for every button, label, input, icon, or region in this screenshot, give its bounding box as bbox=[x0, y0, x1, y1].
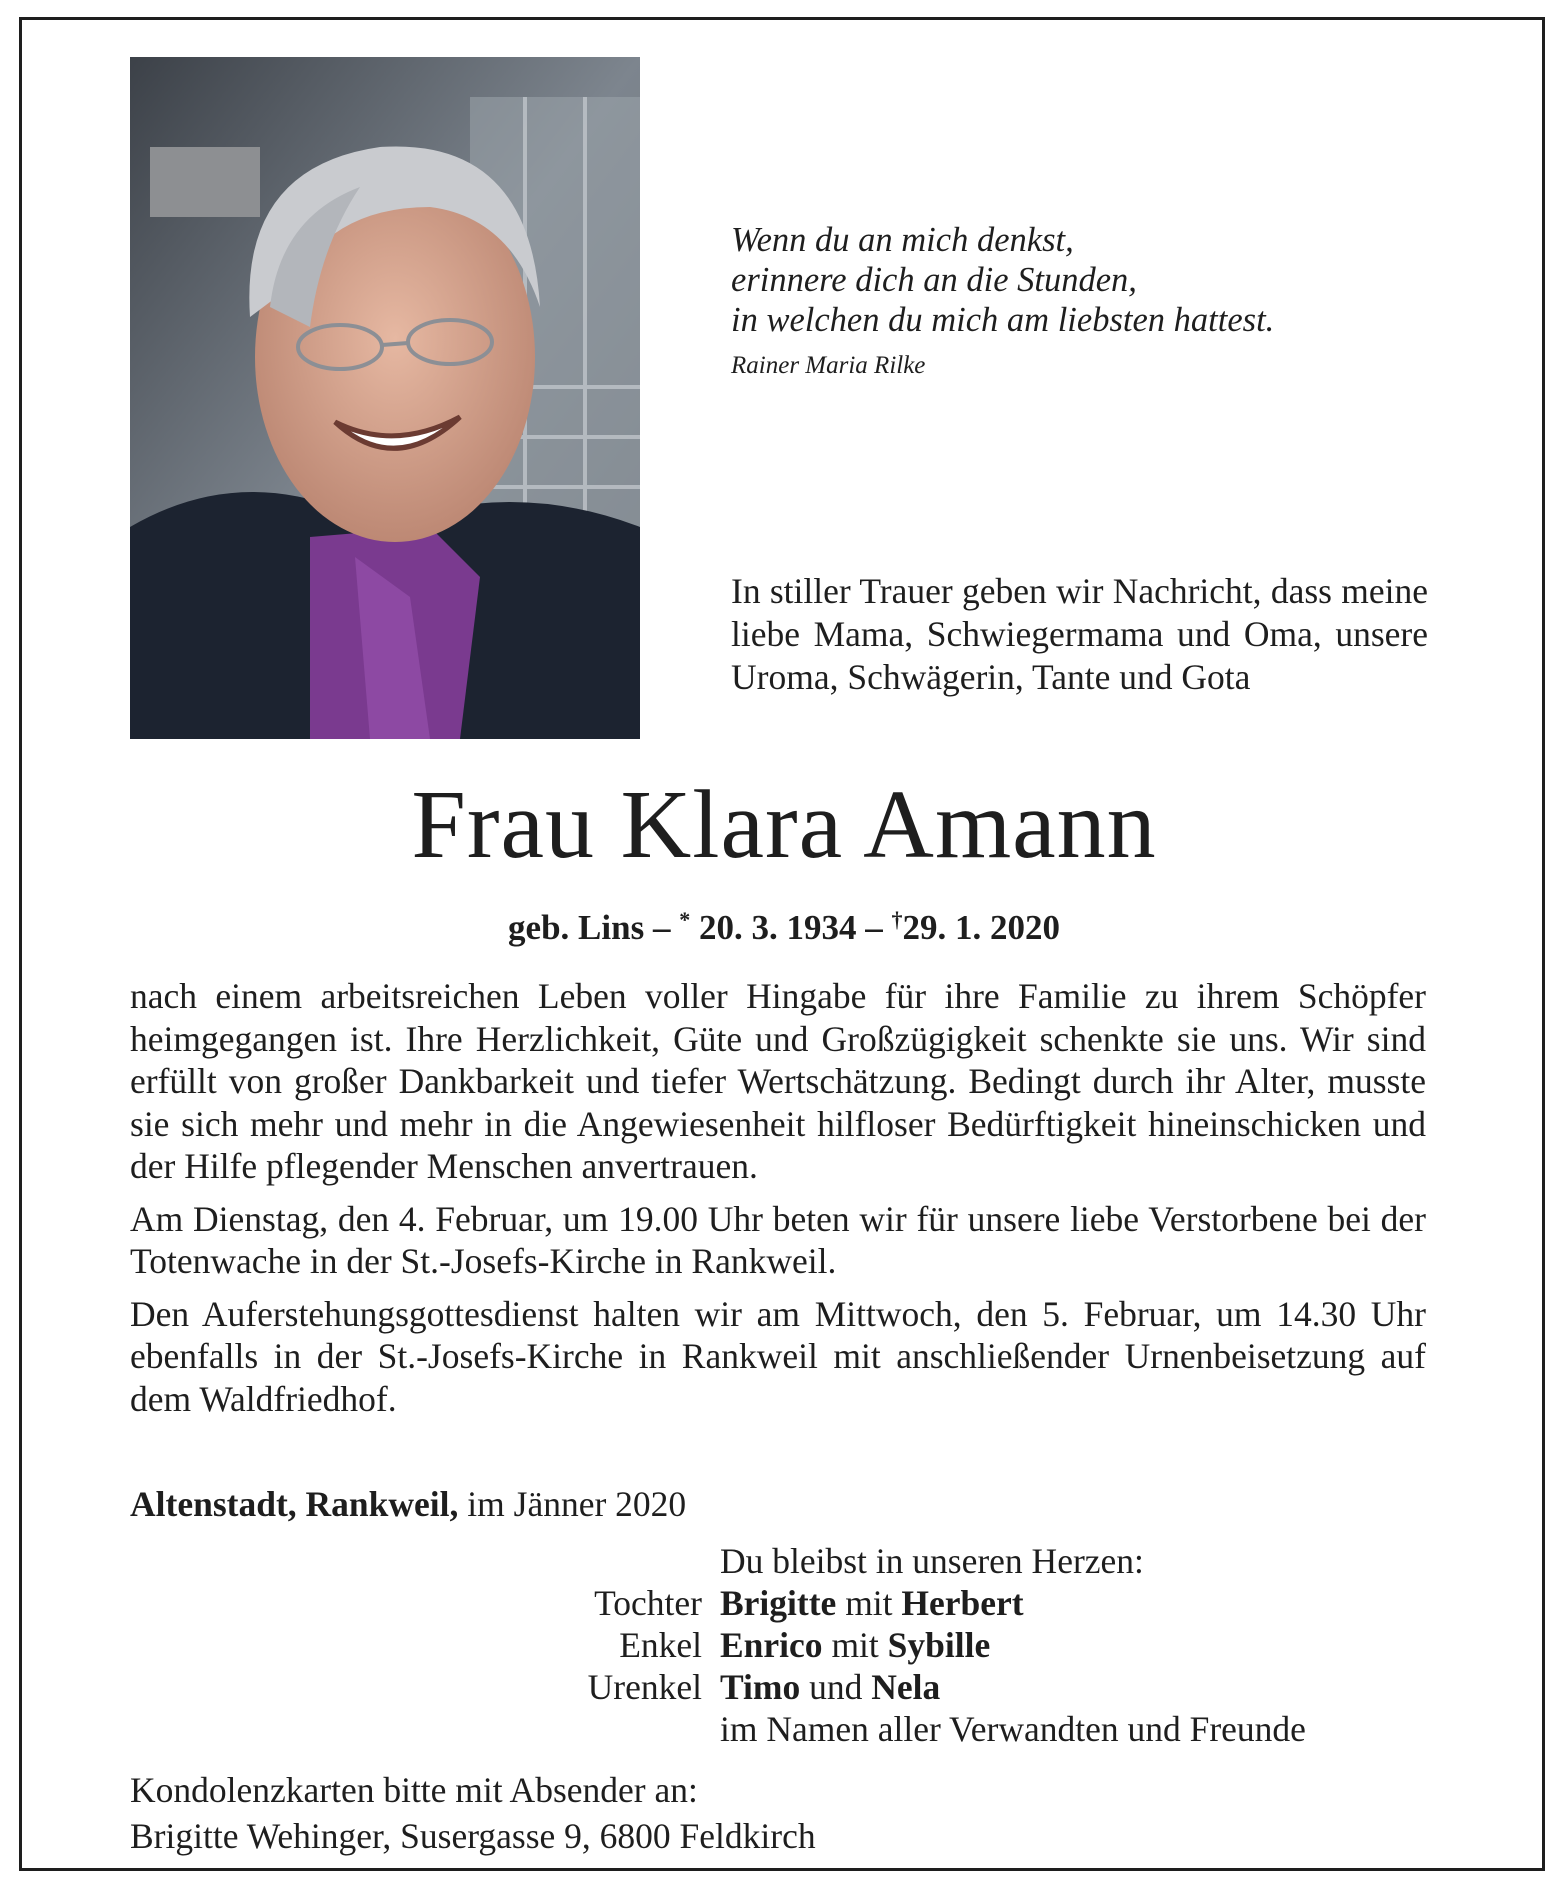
mourner-name: Nela bbox=[871, 1667, 941, 1707]
joiner: mit bbox=[822, 1625, 888, 1665]
mourner-name: Timo bbox=[720, 1667, 801, 1707]
quote-line: erinnere dich an die Stunden, bbox=[731, 261, 1137, 299]
condolence-note: Kondolenzkarten bitte mit Absender an: bbox=[130, 1770, 698, 1810]
condolence-address bbox=[130, 1767, 816, 1859]
portrait-photo bbox=[130, 57, 640, 739]
mourner-name: Herbert bbox=[901, 1583, 1024, 1623]
obituary-body bbox=[130, 975, 1426, 1430]
death-date: 29. 1. 2020 bbox=[902, 908, 1060, 947]
dash-separator: – bbox=[644, 908, 680, 947]
list-item bbox=[520, 1666, 1460, 1708]
mourner-name: Enrico bbox=[720, 1625, 823, 1665]
joiner: und bbox=[800, 1667, 872, 1707]
body-paragraph: Am Dienstag, den 4. Februar, um 19.00 Uhr beten wir für unsere liebe Verstorbene bei der Totenwache in der St.-Josefs-Kirche in Rankweil. bbox=[130, 1198, 1426, 1281]
place-date-line bbox=[130, 1482, 686, 1526]
relation-label: Tochter bbox=[594, 1583, 702, 1623]
deceased-name: Frau Klara Amann bbox=[411, 771, 1157, 879]
mourners-footer-row bbox=[520, 1708, 1460, 1750]
quote-line: in welchen du mich am liebsten hattest. bbox=[731, 301, 1275, 339]
announcement-intro: In stiller Trauer geben wir Nachricht, dass meine liebe Mama, Schwiegermama und Oma, unsere Uroma, Schwägerin, Tante und Gota bbox=[731, 571, 1428, 697]
relation-label: Enkel bbox=[619, 1625, 702, 1665]
relation-label: Urenkel bbox=[587, 1667, 702, 1707]
dash-separator: – bbox=[856, 908, 892, 947]
death-cross-icon: † bbox=[891, 907, 903, 932]
list-item bbox=[520, 1582, 1460, 1624]
rilke-quote bbox=[731, 220, 1431, 382]
joiner: mit bbox=[836, 1583, 902, 1623]
place-name: Altenstadt, Rankweil, bbox=[130, 1484, 459, 1524]
mourners-heading: Du bleibst in unseren Herzen: bbox=[720, 1541, 1144, 1581]
birth-date: 20. 3. 1934 bbox=[690, 908, 857, 947]
quote-author: Rainer Maria Rilke bbox=[731, 352, 926, 379]
mourners-heading-row bbox=[520, 1540, 1460, 1582]
mourners-list bbox=[520, 1540, 1460, 1750]
birth-death-line bbox=[0, 898, 1568, 950]
mourners-footer: im Namen aller Verwandten und Freunde bbox=[720, 1709, 1306, 1749]
mourner-name: Brigitte bbox=[720, 1583, 837, 1623]
condolence-recipient: Brigitte Wehinger, Susergasse 9, 6800 Feldkirch bbox=[130, 1816, 816, 1856]
mourner-name: Sybille bbox=[887, 1625, 991, 1665]
list-item bbox=[520, 1624, 1460, 1666]
body-paragraph: Den Auferstehungsgottesdienst halten wir am Mittwoch, den 5. Februar, um 14.30 Uhr ebenfalls in der St.-Josefs-Kirche in Rankweil mit anschließender Urnenbeisetzung auf dem Waldfriedhof. bbox=[130, 1293, 1426, 1419]
quote-line: Wenn du an mich denkst, bbox=[731, 221, 1074, 259]
birth-star-icon: * bbox=[679, 907, 691, 932]
maiden-name: geb. Lins bbox=[508, 908, 645, 947]
issue-date: im Jänner 2020 bbox=[458, 1484, 687, 1524]
body-paragraph: nach einem arbeitsreichen Leben voller Hingabe für ihre Familie zu ihrem Schöpfer heimgegangen ist. Ihre Herzlichkeit, Güte und Großzügigkeit schenkte sie uns. Wir sind erfüllt von großer Dankbarkeit und tiefer Wertschätzung. Bedingt durch ihr Alter, musste sie sich mehr und mehr in die Angewiesenheit hilfloser Bedürftigkeit hineinschicken und der Hilfe pflegender Menschen anvertrauen. bbox=[130, 976, 1426, 1186]
